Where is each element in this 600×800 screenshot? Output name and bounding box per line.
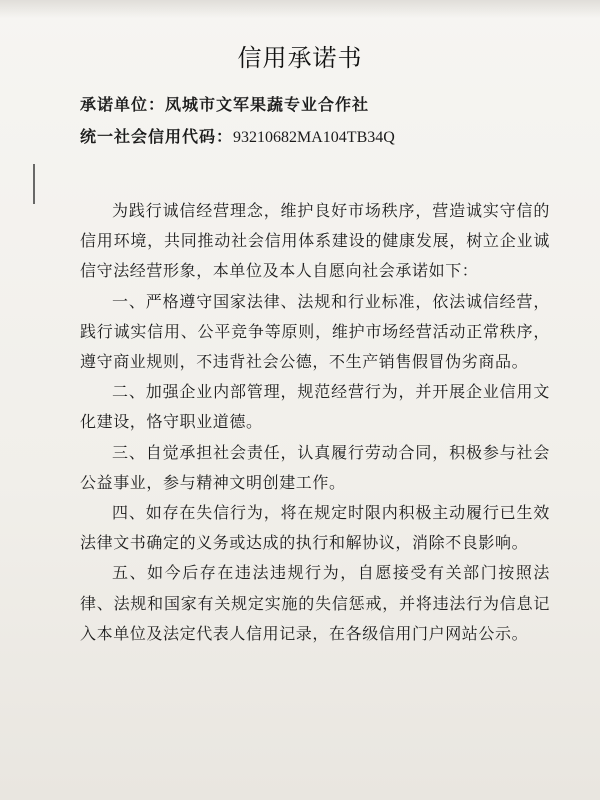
paragraph-item-1: 一、严格遵守国家法律、法规和行业标准，依法诚信经营，践行诚实信用、公平竞争等原则，维护市场经营活动正常秩序，遵守商业规则，不违背社会公德，不生产销售假冒伪劣商品。 xyxy=(80,291,550,372)
credit-code-value: 93210682MA104TB34Q xyxy=(233,129,395,146)
unit-label: 承诺单位： xyxy=(80,95,166,114)
credit-code-line xyxy=(80,124,395,147)
document-body xyxy=(80,196,550,649)
paragraph-item-5: 五、如今后存在违法违规行为，自愿接受有关部门按照法律、法规和国家有关规定实施的失信惩戒，并将违法行为信息记入本单位及法定代表人信用记录，在各级信用门户网站公示。 xyxy=(80,563,550,643)
document-title: 信用承诺书 xyxy=(237,44,363,72)
unit-line xyxy=(80,92,369,115)
paragraph-item-3: 三、自觉承担社会责任，认真履行劳动合同，积极参与社会公益事业，参与精神文明创建工作。 xyxy=(80,442,550,492)
margin-mark xyxy=(33,164,35,204)
unit-value: 凤城市文军果蔬专业合作社 xyxy=(165,95,370,114)
paragraph-item-4: 四、如存在失信行为，将在规定时限内积极主动履行已生效法律文书确定的义务或达成的执行和解协议，消除不良影响。 xyxy=(80,503,550,553)
credit-code-label: 统一社会信用代码： xyxy=(80,127,234,146)
paragraph-intro: 为践行诚信经营理念，维护良好市场秩序，营造诚实守信的信用环境，共同推动社会信用体系建设的健康发展，树立企业诚信守法经营形象，本单位及本人自愿向社会承诺如下： xyxy=(80,201,550,281)
paragraph-item-2: 二、加强企业内部管理，规范经营行为，并开展企业信用文化建设，恪守职业道德。 xyxy=(80,382,550,432)
page-shadow xyxy=(0,0,600,18)
